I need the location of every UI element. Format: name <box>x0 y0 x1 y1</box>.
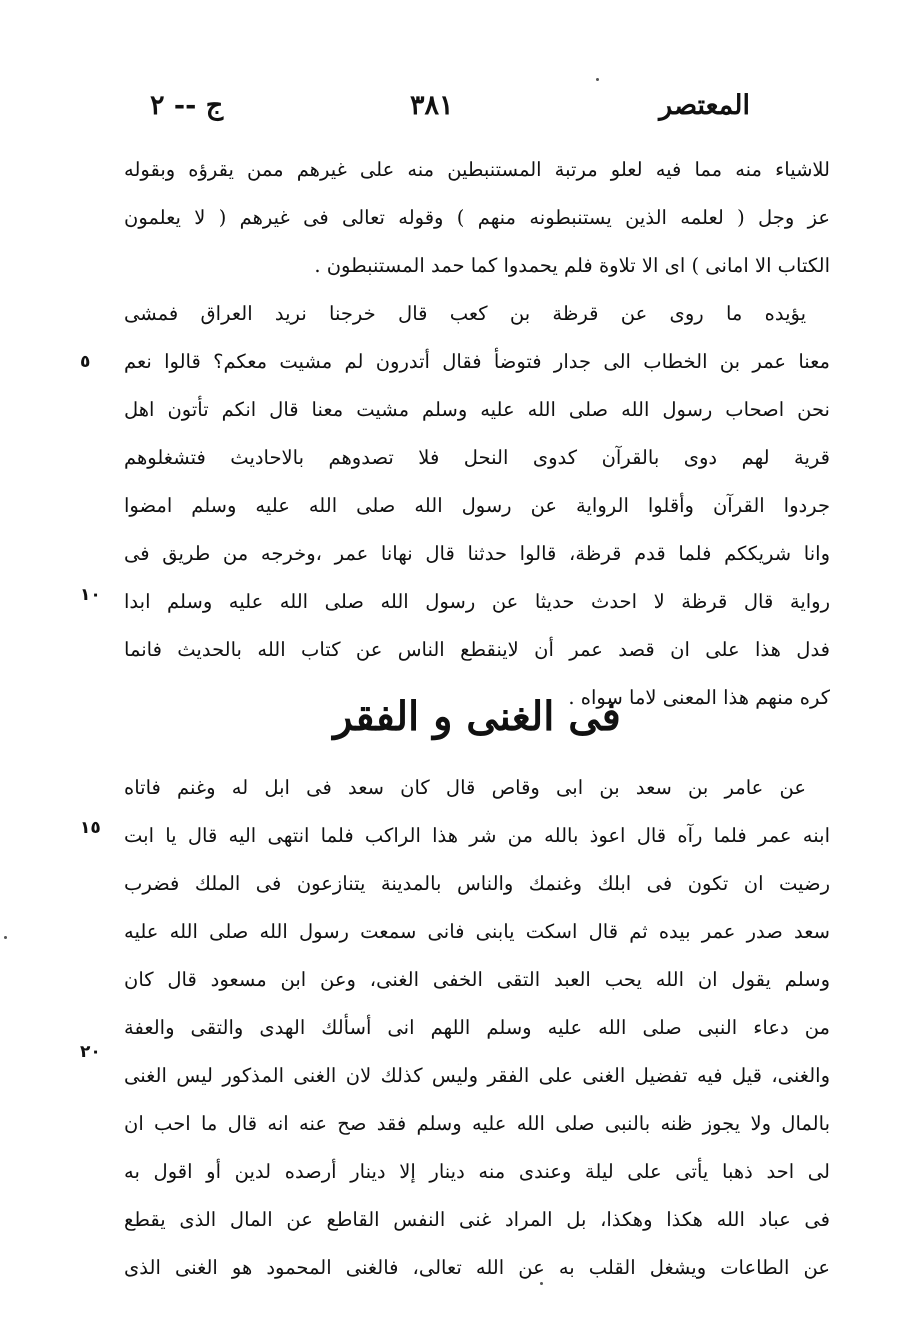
text-line: عن عامر بن سعد بن ابى وقاص قال كان سعد فى ابل له وغنم فاتاه <box>124 776 806 799</box>
text-line: ابنه عمر فلما رآه قال اعوذ بالله من شر هذا الراكب فلما انتهى اليه قال يا ابت <box>124 824 830 847</box>
page-number: ٣٨١ <box>410 90 454 121</box>
text-line: فدل هذا على ان قصد عمر أن لاينقطع الناس عن كتاب الله بالحديث فانما <box>124 638 830 661</box>
text-line: معنا عمر بن الخطاب الى جدار فتوضأ فقال أتدرون لم مشيت معكم؟ قالوا نعم <box>124 350 830 373</box>
volume-part: ج -- ٢ <box>150 90 224 121</box>
text-line: يؤيده ما روى عن قرظة بن كعب قال خرجنا نريد العراق فمشى <box>124 302 806 325</box>
text-line: وانا شريككم فلما قدم قرظة، قالوا حدثنا قال نهانا عمر ،وخرجه من طريق فى <box>124 542 830 565</box>
scan-speck <box>540 1282 543 1285</box>
text-line: كره منهم هذا المعنى لاما سواه . <box>568 686 830 709</box>
text-line: عز وجل ( لعلمه الذين يستنبطونه منهم ) وقوله تعالى فى غيرهم ( لا يعلمون <box>124 206 830 229</box>
text-line: من دعاء النبى صلى الله عليه وسلم اللهم انى أسألك الهدى والتقى والعفة <box>124 1016 830 1039</box>
text-line: رضيت ان تكون فى ابلك وغنمك والناس بالمدينة يتنازعون فى الملك فضرب <box>124 872 830 895</box>
text-line: لى احد ذهبا يأتى على ليلة وعندى منه دينار إلا دينار أرصده لدين أو اقول به <box>124 1160 830 1183</box>
scan-speck <box>4 936 7 939</box>
line-number-marker: ١٠ <box>80 585 101 605</box>
line-number-marker: ١٥ <box>80 818 101 838</box>
text-line: رواية قال قرظة لا احدث حديثا عن رسول الله صلى الله عليه وسلم ابدا <box>124 590 830 613</box>
text-line: الكتاب الا امانى ) اى الا تلاوة فلم يحمدوا كما حمد المستنبطون . <box>314 254 830 277</box>
text-block-after-heading <box>124 764 830 1292</box>
text-line: قرية لهم دوى بالقرآن كدوى النحل فلا تصدوهم بالاحاديث فتشغلوهم <box>124 446 830 469</box>
book-title: المعتصر <box>659 90 750 121</box>
text-line: فى عباد الله هكذا وهكذا، بل المراد غنى النفس القاطع عن المال الذى يقطع <box>124 1208 830 1231</box>
text-line: سعد صدر عمر بيده ثم قال اسكت يابنى فانى سمعت رسول الله صلى الله عليه <box>124 920 830 943</box>
text-line: للاشياء منه مما فيه لعلو مرتبة المستنبطين منه على غيرهم ممن يقرؤه وبقوله <box>124 158 830 181</box>
scan-speck <box>596 78 599 81</box>
running-header <box>150 90 750 140</box>
line-number-marker: ٥ <box>80 352 91 372</box>
text-line: نحن اصحاب رسول الله صلى الله عليه وسلم مشيت معنا قال انكم تأتون اهل <box>124 398 830 421</box>
line-number-marker: ٢٠ <box>80 1042 101 1062</box>
text-line: بالمال ولا يجوز ظنه بالنبى صلى الله عليه وسلم فقد صح عنه انه قال ما احب ان <box>124 1112 830 1135</box>
section-heading: فى الغنى و الفقر <box>333 693 621 740</box>
text-line: عن الطاعات ويشغل القلب به عن الله تعالى، فالغنى المحمود هو الغنى الذى <box>124 1256 830 1279</box>
text-line: والغنى، قيل فيه تفضيل الغنى على الفقر وليس كذلك لان الغنى المذكور ليس الغنى <box>124 1064 830 1087</box>
text-line: وسلم يقول ان الله يحب العبد التقى الخفى الغنى، وعن ابن مسعود قال كان <box>124 968 830 991</box>
text-block-before-heading <box>124 146 830 722</box>
text-line: جردوا القرآن وأقلوا الرواية عن رسول الله صلى الله عليه وسلم امضوا <box>124 494 830 517</box>
